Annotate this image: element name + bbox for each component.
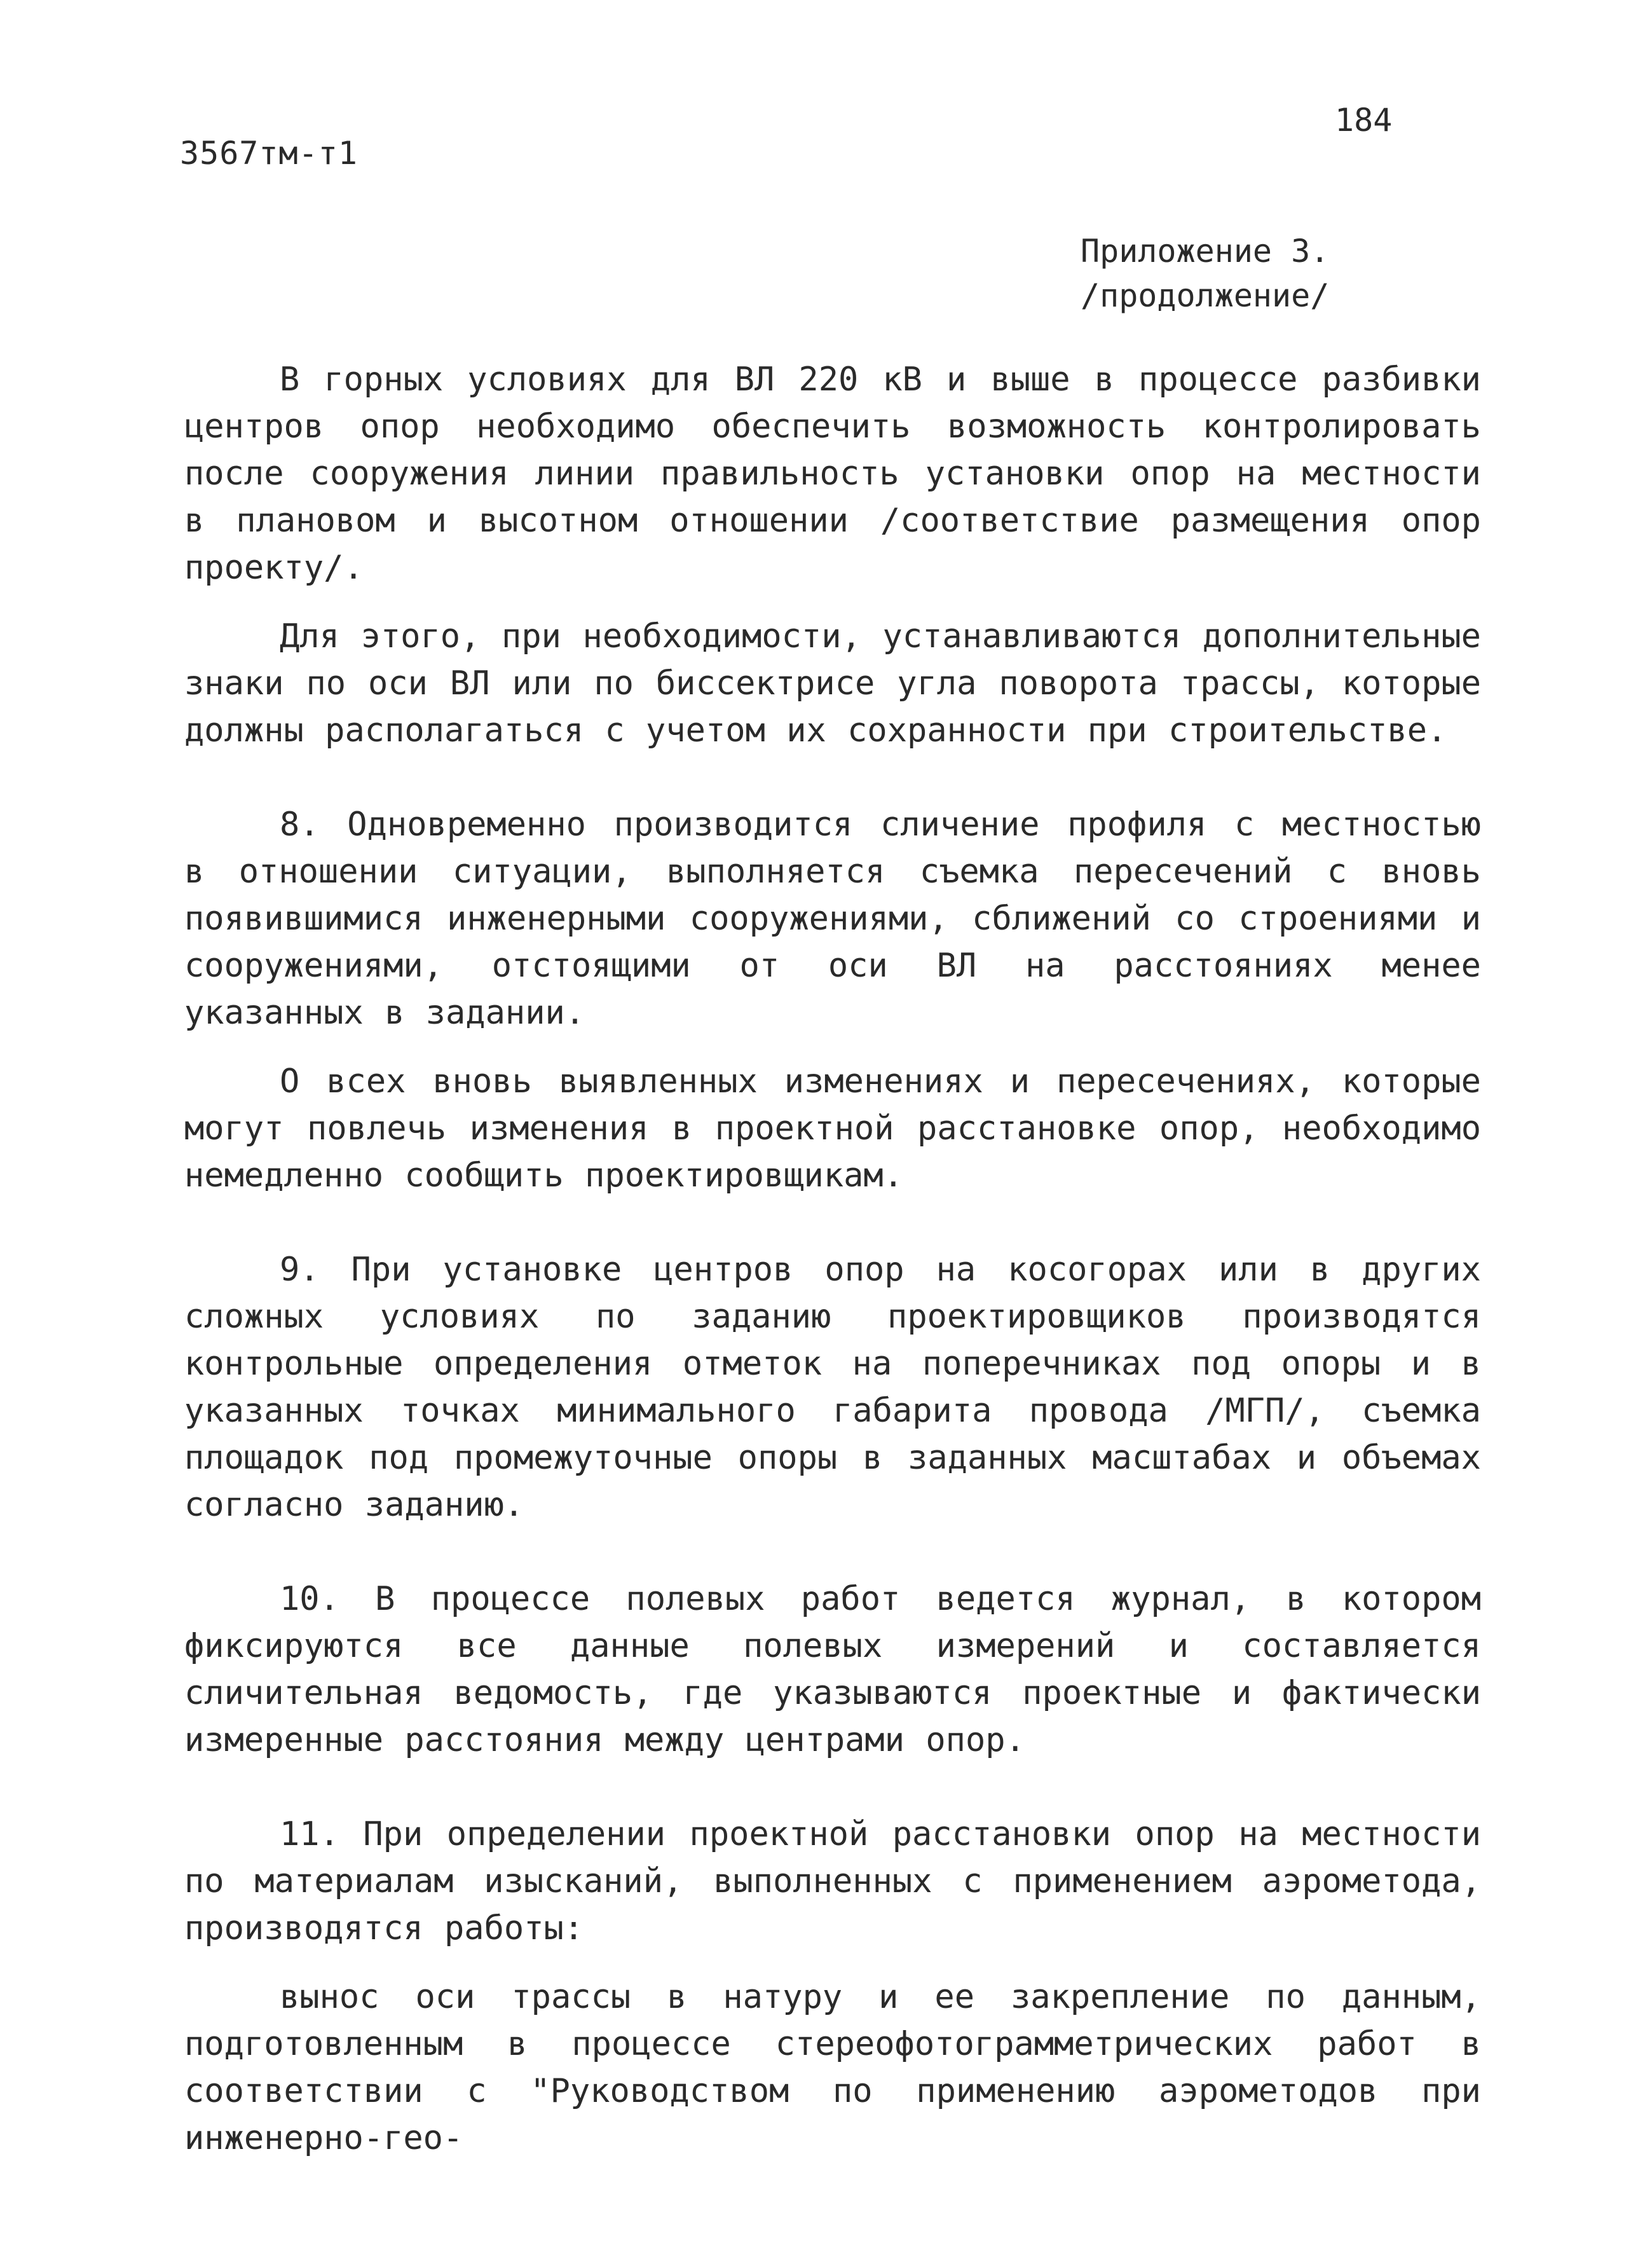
appendix-label [1081, 229, 1329, 318]
appendix-continuation: /продолжение/ [1081, 277, 1330, 314]
paragraph-notify-designers: О всех вновь выявленных изменениях и пересечениях, которые могут повлечь изменения в проектной расстановке опор, необходимо немедленно сообщить проектировщикам. [184, 1062, 1481, 1195]
paragraph-additional-marks: Для этого, при необходимости, устанавливаются дополнительные знаки по оси ВЛ или по биссектрисе угла поворота трассы, которые должны располагаться с учетом их сохранности при строительстве. [184, 617, 1481, 750]
page-number: 184 [1335, 102, 1393, 139]
paragraph-item-8: 8. Одновременно производится сличение профиля с местностью в отношении ситуации, выполняется съемка пересечений с вновь появившимися инженерными сооружениями, сближений со строениями и сооружениями, отстоящими от оси ВЛ на расстояниях менее указанных в задании. [184, 806, 1481, 1032]
document-code: 3567тм-т1 [180, 135, 358, 172]
paragraph-item-9: 9. При установке центров опор на косогорах или в других сложных условиях по заданию проектировщиков производятся контрольные определения отметок на поперечниках под опоры и в указанных точках минимального габарита провода /МГП/, съемка площадок под промежуточные опоры в заданных масштабах и объемах согласно заданию. [184, 1251, 1481, 1524]
paragraph-mountain-conditions: В горных условиях для ВЛ 220 кВ и выше в процессе разбивки центров опор необходимо обеспечить возможность контролировать после сооружения линии правильность установки опор на местности в плановом и высотном отношении /соответствие размещения опор проекту/. [184, 360, 1481, 587]
paragraph-route-transfer: вынос оси трассы в натуру и ее закрепление по данным, подготовленным в процессе стереофотограмметрических работ в соответствии с "Руководством по применению аэрометодов при инженерно-гео- [184, 1978, 1481, 2157]
document-body [184, 356, 1481, 2162]
paragraph-item-11: 11. При определении проектной расстановки опор на местности по материалам изысканий, выполненных с применением аэрометода, производятся работы: [184, 1815, 1481, 1947]
appendix-title: Приложение 3. [1081, 233, 1330, 270]
paragraph-item-10: 10. В процессе полевых работ ведется журнал, в котором фиксируются все данные полевых измерений и составляется сличительная ведомость, где указываются проектные и фактически измеренные расстояния между центрами опор. [184, 1580, 1481, 1759]
